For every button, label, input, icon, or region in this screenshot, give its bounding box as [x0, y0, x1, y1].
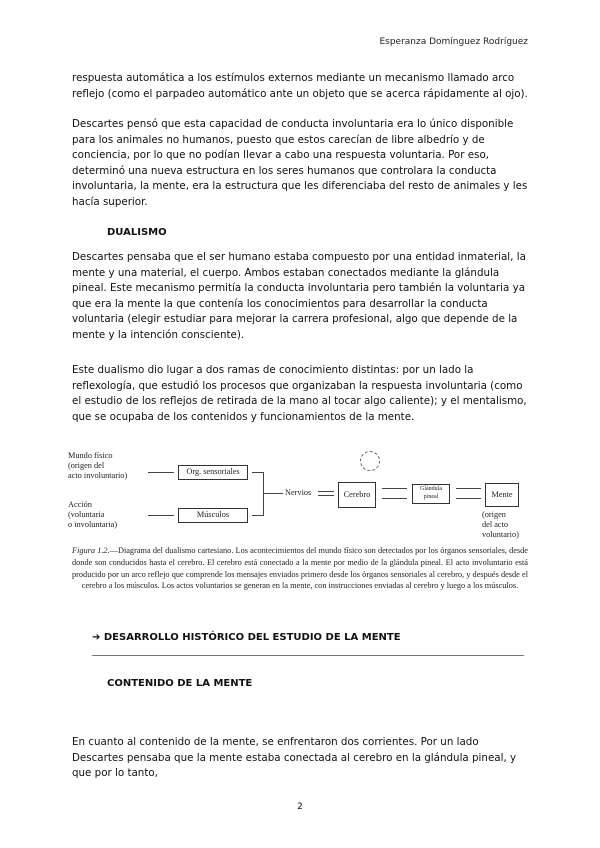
- arrow: [148, 472, 174, 473]
- arrow: [263, 493, 283, 494]
- box-musculos: Músculos: [178, 508, 248, 523]
- paragraph: Descartes pensaba que el ser humano estaba compuesto por una entidad inmaterial, la mente y una material, el cuerpo. Ambos estaban conectados mediante la glándula pineal. Este mecanismo permitía la conducta involuntaria pero también la voluntaria ya que era la mente la que contenía los conocimientos para desarrollar la conducta voluntaria (elegir estudiar para mejorar la carrera profesional, algo que depende de la mente y la intención consciente).: [72, 251, 526, 341]
- diagram-mundo: Mundo físico (origen del acto involuntario): [68, 451, 128, 480]
- box-org-sensoriales: Org. sensoriales: [178, 465, 248, 480]
- paragraph: Este dualismo dio lugar a dos ramas de conocimiento distintas: por un lado la reflexología, que estudió los procesos que organizaban la respuesta involuntaria (como el estudio de los reflejos de retirada de la mano al tocar algo caliente); y el mentalismo, que se ocupaba de los contenidos y funcionamientos de la mente.: [72, 364, 527, 423]
- diagram-nervios: Nervios: [285, 488, 312, 497]
- paragraph: En cuanto al contenido de la mente, se enfrentaron dos corrientes. Por un lado Descartes pensaba que la mente estaba conectada al cerebro en la glándula pineal, y que por lo tanto,: [72, 736, 517, 780]
- divider: [92, 655, 524, 656]
- page-number: 2: [297, 802, 303, 812]
- paragraph: Descartes pensó que esta capacidad de conducta involuntaria era lo único disponible para los animales no humanos, puesto que estos carecían de libre albedrío y de conciencia, por lo que no podían llevar a cabo una respuesta voluntaria. Por eso, determinó una nueva estructura en los seres humanos que controlara la conducta involuntaria, la mente, era la estructura que les diferenciaba del resto de animales y les hacía superior.: [72, 118, 528, 208]
- arrow: [318, 491, 334, 492]
- arrow: [382, 498, 407, 499]
- line: [252, 515, 264, 516]
- heading-dualismo: DUALISMO: [107, 227, 167, 238]
- arrow: [456, 498, 481, 499]
- arrow: [456, 488, 481, 489]
- pineal-sketch-icon: [360, 451, 380, 471]
- figure-caption: Figura 1.2.—Diagrama del dualismo cartesiano. Los acontecimientos del mundo físico son detectados por los órganos sensoriales, desde donde son conducidos hasta el cerebro. El cerebro está conectado a la mente por medio de la glándula pineal. El acto involuntario está producido por un arco reflejo que comprende los mensajes enviados primero desde los órganos sensoriales al cerebro, y después desde el cerebro a los músculos. Los actos voluntarios se generan en la mente, con instrucciones enviadas al cerebro y luego a los músculos.: [72, 546, 528, 591]
- heading-desarrollo: ➔ DESARROLLO HISTÓRICO DEL ESTUDIO DE LA MENTE: [92, 632, 401, 643]
- diagram-origen-voluntario: (origen del acto voluntario): [482, 510, 519, 539]
- arrow: [148, 515, 174, 516]
- dualism-diagram: [60, 445, 540, 545]
- arrow: [382, 488, 407, 489]
- paragraph: respuesta automática a los estímulos externos mediante un mecanismo llamado arco reflejo (como el parpadeo automático ante un objeto que se acerca rápidamente al ojo).: [72, 72, 528, 100]
- box-mente: Mente: [485, 483, 519, 507]
- arrow: [318, 495, 334, 496]
- box-cerebro: Cerebro: [338, 482, 376, 508]
- heading-contenido: CONTENIDO DE LA MENTE: [107, 678, 253, 689]
- box-glandula-pineal: Glándula pineal: [412, 484, 450, 504]
- diagram-accion: Acción (voluntaria o involuntaria): [68, 500, 118, 529]
- page-header-author: Esperanza Domínguez Rodríguez: [379, 37, 528, 47]
